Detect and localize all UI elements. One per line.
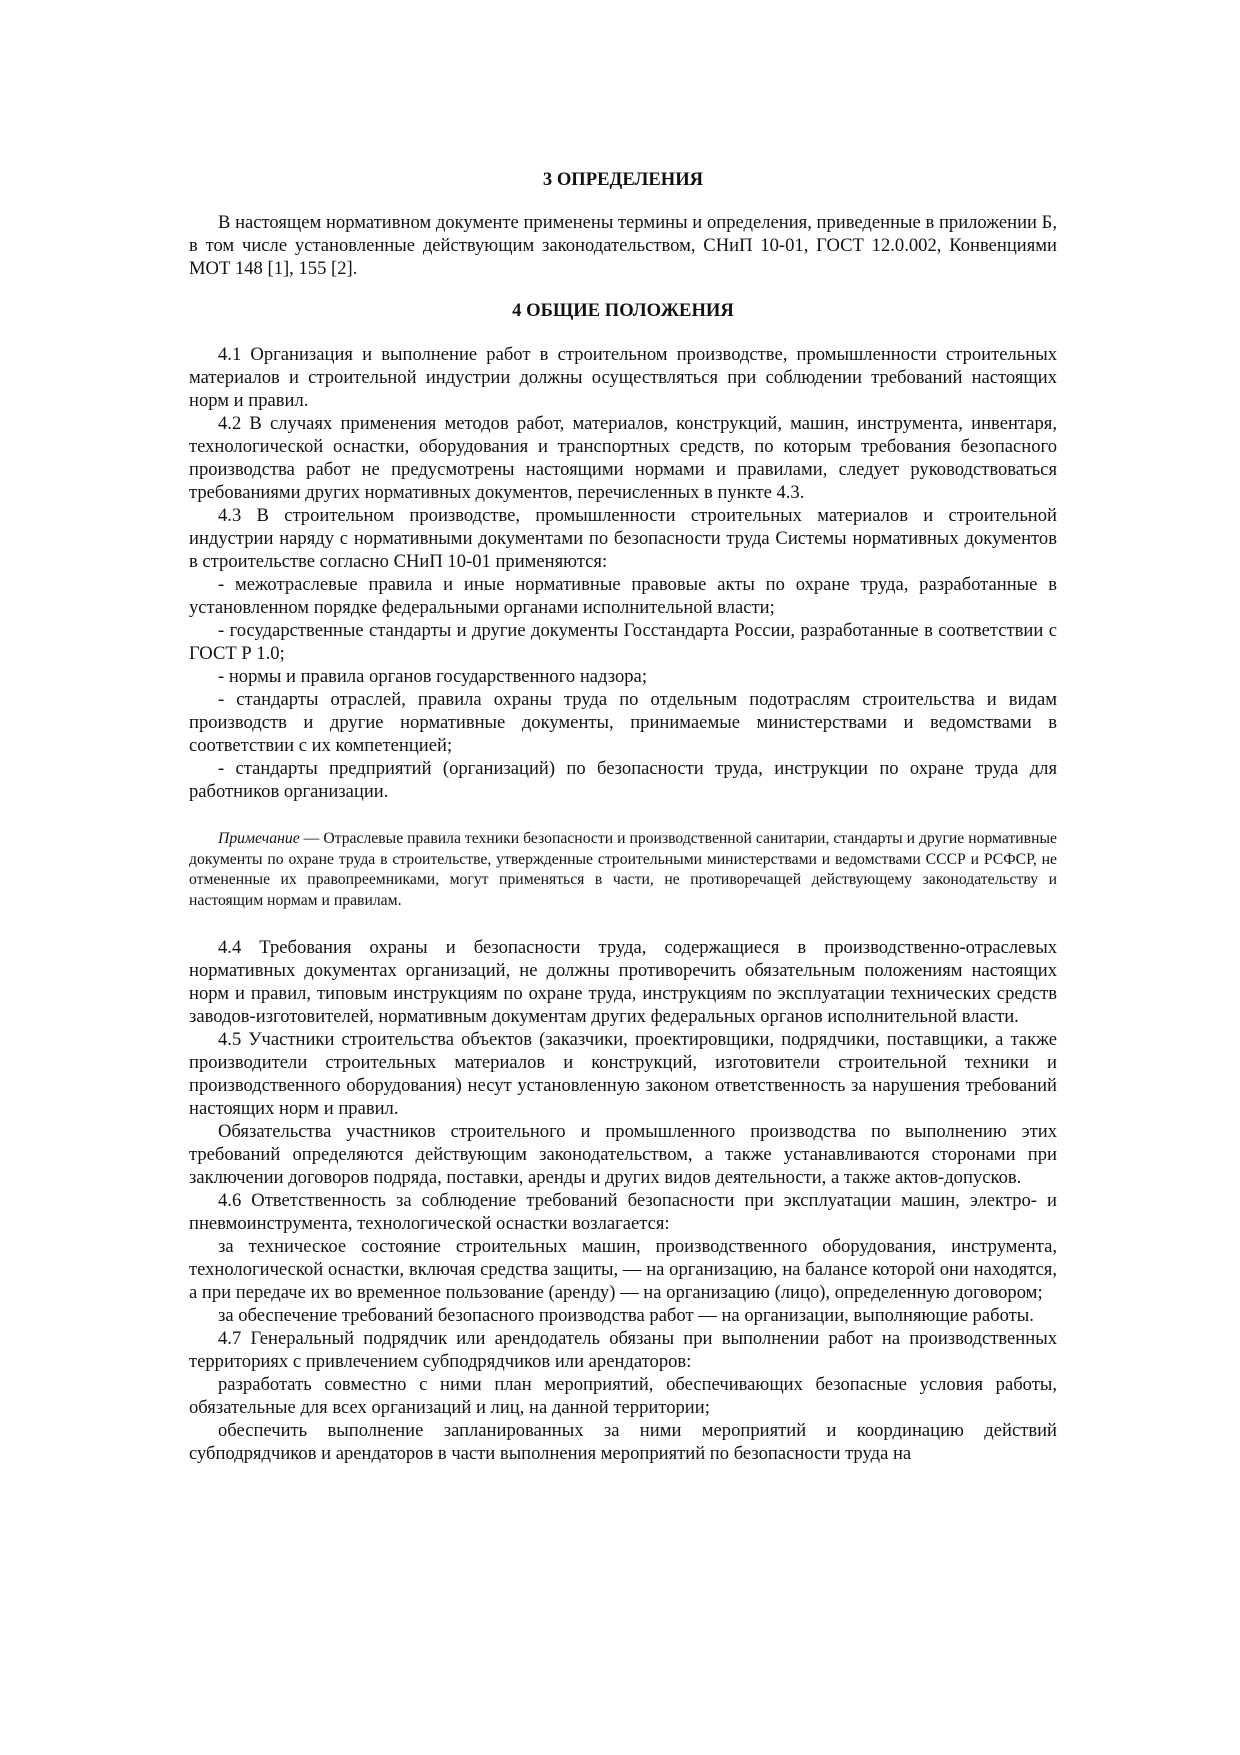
list-item: - государственные стандарты и другие документы Госстандарта России, разработанные в соответствии с ГОСТ Р 1.0; — [189, 620, 1057, 664]
list-item: - стандарты предприятий (организаций) по безопасности труда, инструкции по охране труда для работников организации. — [189, 758, 1057, 802]
section-heading-4: 4 ОБЩИЕ ПОЛОЖЕНИЯ — [512, 300, 734, 321]
clause-4-5: 4.5 Участники строительства объектов (заказчики, проектировщики, подрядчики, поставщики, а также производители строительных материалов и конструкций, изготовители строительной техники и производственного оборудования) несут установленную законом ответственность за нарушения требований настоящих норм и правил. — [189, 1029, 1057, 1119]
list-item: - стандарты отраслей, правила охраны труда по отдельным подотраслям строительства и видам производств и другие нормативные документы, принимаемые министерствами и ведомствами в соответствии с их компетенцией; — [189, 689, 1057, 756]
obligations-paragraph: Обязательства участников строительного и промышленного производства по выполнению этих требований определяются действующим законодательством, а также устанавливаются сторонами при заключении договоров подряда, поставки, аренды и других видов деятельности, а также актов-допусков. — [189, 1121, 1057, 1188]
note-label: Примечание — [218, 830, 300, 847]
list-item: за обеспечение требований безопасного производства работ — на организации, выполняющие работы. — [218, 1305, 1034, 1326]
clause-4-4: 4.4 Требования охраны и безопасности труда, содержащиеся в производственно-отраслевых нормативных документах организаций, не должны противоречить обязательным положениям настоящих норм и правил, типовым инструкциям по охране труда, инструкциям по эксплуатации технических средств заводов-изготовителей, нормативным документам других федеральных органов исполнительной власти. — [189, 937, 1057, 1027]
clause-4-2: 4.2 В случаях применения методов работ, материалов, конструкций, машин, инструмента, инвентаря, технологической оснастки, оборудования и транспортных средств, по которым требования безопасного производства работ не предусмотрены настоящими нормами и правилами, следует руководствоваться требованиями других нормативных документов, перечисленных в пункте 4.3. — [189, 413, 1057, 503]
list-item: за техническое состояние строительных машин, производственного оборудования, инструмента, технологической оснастки, включая средства защиты, — на организацию, на балансе которой они находятся, а при передаче их во временное пользование (аренду) — на организацию (лицо), определенную договором; — [189, 1236, 1057, 1303]
list-item: - нормы и правила органов государственного надзора; — [218, 666, 647, 687]
list-item: обеспечить выполнение запланированных за ними мероприятий и координацию действий субподрядчиков и арендаторов в части выполнения мероприятий по безопасности труда на — [189, 1420, 1057, 1464]
note-text: — Отраслевые правила техники безопасности и производственной санитарии, стандарты и другие нормативные документы по охране труда в строительстве, утвержденные строительными министерствами и ведомствами СССР и РСФСР, не отмененные их правопреемниками, могут применяться в части, не противоречащей действующему законодательству и настоящим нормам и правилам. — [189, 830, 1057, 909]
list-item: - межотраслевые правила и иные нормативные правовые акты по охране труда, разработанные в установленном порядке федеральными органами исполнительной власти; — [189, 574, 1057, 618]
list-item: разработать совместно с ними план мероприятий, обеспечивающих безопасные условия работы, обязательные для всех организаций и лиц, на данной территории; — [189, 1374, 1057, 1418]
clause-4-3: 4.3 В строительном производстве, промышленности строительных материалов и строительной индустрии наряду с нормативными документами по безопасности труда Системы нормативных документов в строительстве согласно СНиП 10-01 применяются: — [189, 505, 1057, 572]
section-heading-3: 3 ОПРЕДЕЛЕНИЯ — [542, 169, 704, 190]
definitions-paragraph: В настоящем нормативном документе применены термины и определения, приведенные в приложении Б, в том числе установленные действующим законодательством, СНиП 10-01, ГОСТ 12.0.002, Конвенциями МОТ 148 [1], 155 [2]. — [189, 212, 1057, 279]
note-paragraph — [189, 829, 1057, 911]
clause-4-6: 4.6 Ответственность за соблюдение требований безопасности при эксплуатации машин, электро- и пневмоинструмента, технологической оснастки возлагается: — [189, 1190, 1057, 1234]
clause-4-1: 4.1 Организация и выполнение работ в строительном производстве, промышленности строительных материалов и строительной индустрии должны осуществляться при соблюдении требований настоящих норм и правил. — [189, 344, 1057, 411]
clause-4-7: 4.7 Генеральный подрядчик или арендодатель обязаны при выполнении работ на производственных территориях с привлечением субподрядчиков или арендаторов: — [189, 1328, 1057, 1372]
document-page — [189, 168, 1057, 1465]
